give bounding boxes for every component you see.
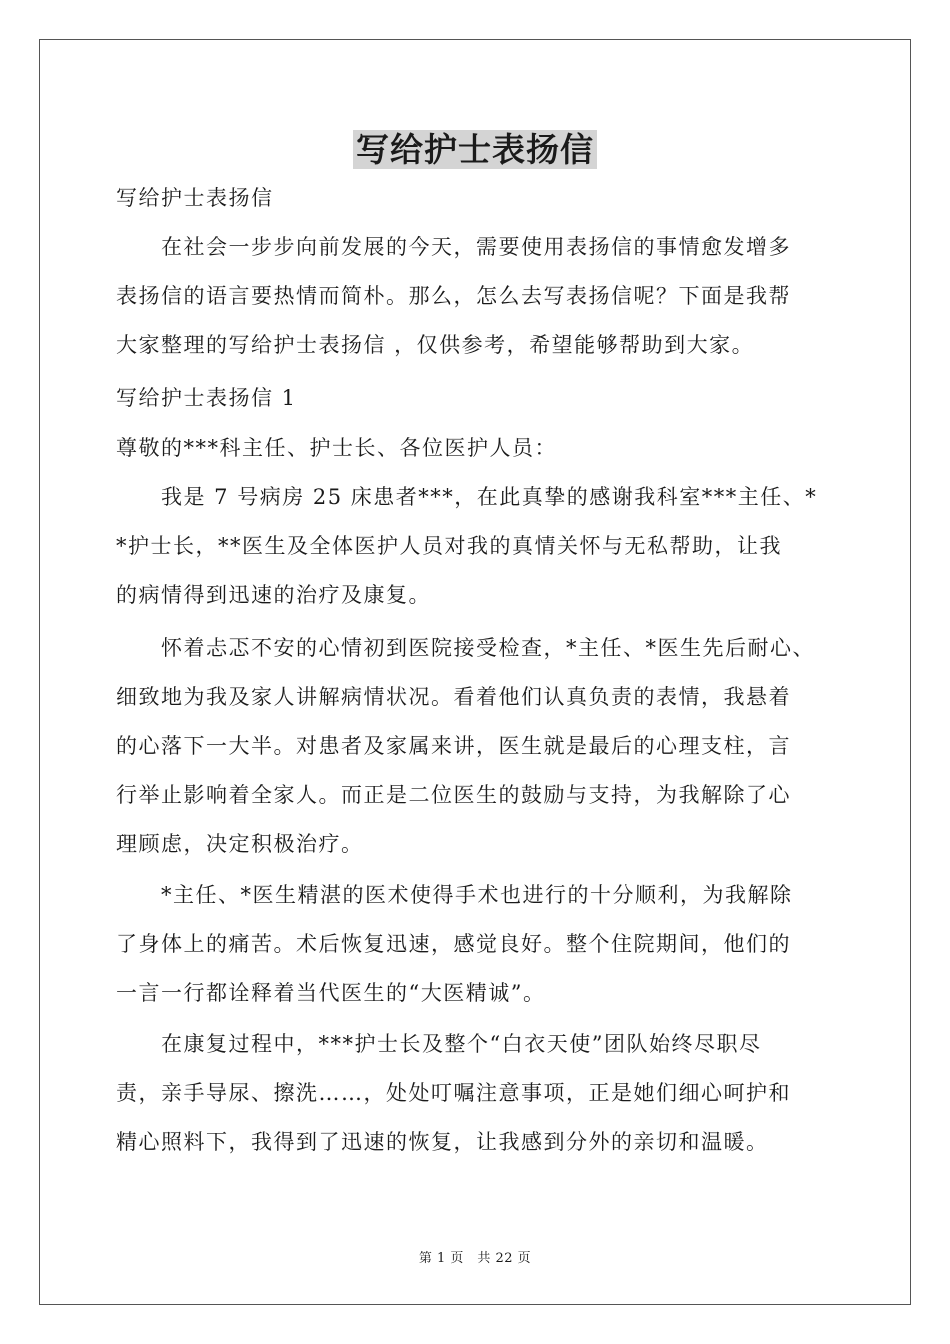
paragraph-4	[116, 1020, 840, 1167]
text-line: 表扬信的语言要热情而简朴。那么，怎么去写表扬信呢？下面是我帮	[116, 284, 791, 308]
section-heading	[116, 374, 840, 423]
text-line: 责，亲手导尿、擦洗……，处处叮嘱注意事项，正是她们细心呵护和	[116, 1081, 791, 1105]
text-line: *主任、*医生精湛的医术使得手术也进行的十分顺利，为我解除	[116, 883, 793, 907]
text-line: 行举止影响着全家人。而正是二位医生的鼓励与支持，为我解除了心	[116, 783, 791, 807]
text-line: 写给护士表扬信	[116, 186, 274, 210]
text-line: 在社会一步步向前发展的今天，需要使用表扬信的事情愈发增多	[116, 235, 791, 259]
text-line: 细致地为我及家人讲解病情状况。看着他们认真负责的表情，我悬着	[116, 685, 791, 709]
text-line: 的病情得到迅速的治疗及康复。	[116, 583, 431, 607]
text-line: 我是 7 号病房 25 床患者***，在此真挚的感谢我科室***主任、*	[116, 485, 818, 509]
subtitle-line	[116, 174, 840, 223]
text-line: 尊敬的***科主任、护士长、各位医护人员：	[116, 436, 557, 460]
text-line: 写给护士表扬信 1	[116, 386, 297, 410]
page-footer: 第 1 页 共 22 页	[418, 1251, 532, 1266]
paragraph-2	[116, 624, 840, 869]
document-title-text: 写给护士表扬信	[353, 130, 597, 169]
document-title	[0, 128, 950, 172]
text-line: 的心落下一大半。对患者及家属来讲，医生就是最后的心理支柱，言	[116, 734, 791, 758]
text-line: 在康复过程中，***护士长及整个“白衣天使”团队始终尽职尽	[116, 1032, 762, 1056]
text-line: 理顾虑，决定积极治疗。	[116, 832, 364, 856]
paragraph-1	[116, 473, 840, 620]
text-line: 怀着忐忑不安的心情初到医院接受检查，*主任、*医生先后耐心、	[116, 636, 815, 660]
text-line: 了身体上的痛苦。术后恢复迅速，感觉良好。整个住院期间，他们的	[116, 932, 791, 956]
text-line: 大家整理的写给护士表扬信 ，仅供参考，希望能够帮助到大家。	[116, 333, 755, 357]
salutation	[116, 424, 840, 473]
text-line: 精心照料下，我得到了迅速的恢复，让我感到分外的亲切和温暖。	[116, 1130, 769, 1154]
paragraph-3	[116, 871, 840, 1018]
text-line: 一言一行都诠释着当代医生的“大医精诚”。	[116, 981, 546, 1005]
intro-paragraph	[116, 223, 840, 370]
text-line: *护士长，**医生及全体医护人员对我的真情关怀与无私帮助，让我	[116, 534, 782, 558]
